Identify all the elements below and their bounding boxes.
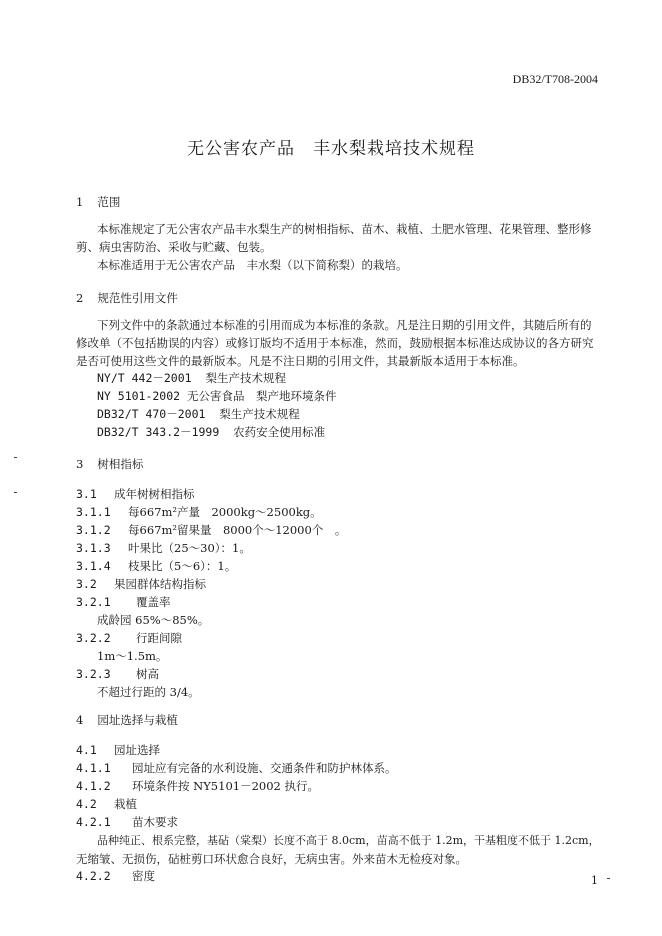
section-title: 树相指标 [97, 457, 144, 471]
document-title: 无公害农产品 丰水梨栽培技术规程 [187, 139, 475, 159]
clause [76, 630, 182, 646]
clause-text: 每667m²留果量 8000个～12000个 。 [128, 523, 347, 537]
clause-number: 3.2.3 [76, 667, 111, 681]
clause-number: 4.1.1 [76, 761, 111, 775]
clause [76, 576, 206, 592]
clause-text: 行距间隙 [136, 631, 182, 645]
clause-number: 4.2.1 [76, 815, 111, 829]
scan-speck [14, 457, 17, 458]
clause-text: 枝果比（5～6）：1。 [128, 559, 237, 573]
clause [76, 814, 178, 830]
reference-code: NY/T 442－2001 [97, 371, 192, 385]
reference-title: 梨生产技术规程 [205, 371, 286, 385]
clause [76, 486, 195, 502]
reference-item [97, 424, 325, 440]
section-number: 3 [76, 457, 84, 471]
section-4-heading [76, 712, 178, 728]
clause-number: 4.1 [76, 743, 97, 757]
paragraph-line: 本标准适用于无公害农产品 丰水梨（以下简称梨）的栽培。 [97, 258, 408, 272]
paragraph-line: 品种纯正、根系完整，基砧（棠梨）长度不高于 8.0cm，苗高不低于 1.2m，干基粗度不低于 1.2cm， [97, 834, 600, 847]
clause-text: 园址应有完备的水利设施、交通条件和防护林体系。 [132, 761, 397, 775]
reference-code: NY 5101-2002 [97, 389, 181, 403]
paragraph-line: 是否可使用这些文件的最新版本。凡是不注日期的引用文件，其最新版本适用于本标准。 [76, 354, 525, 368]
clause-text: 环境条件按 NY5101－2002 执行。 [132, 779, 319, 793]
clause-text: 每667m²产量 2000kg～2500kg。 [128, 505, 322, 519]
clause [76, 760, 397, 776]
clause-text: 叶果比（25～30）：1。 [128, 541, 251, 555]
clause-text: 果园群体结构指标 [114, 577, 206, 591]
clause-text: 栽植 [114, 797, 137, 811]
clause-number: 3.1 [76, 487, 97, 501]
section-title: 规范性引用文件 [97, 291, 178, 305]
clause-text: 园址选择 [114, 743, 160, 757]
clause-text: 成年树树相指标 [114, 487, 195, 501]
clause-text: 树高 [136, 667, 159, 681]
section-number: 2 [76, 291, 84, 305]
clause [76, 796, 137, 812]
section-2-heading [76, 290, 178, 306]
reference-title: 梨生产技术规程 [219, 407, 300, 421]
section-1-heading [76, 194, 120, 210]
clause [76, 868, 155, 884]
reference-code: DB32/T 470－2001 [97, 407, 206, 421]
clause [76, 666, 159, 682]
clause-number: 3.1.1 [76, 505, 111, 519]
section-title: 园址选择与栽植 [97, 713, 178, 727]
section-number: 1 [76, 195, 84, 209]
clause [76, 540, 251, 556]
clause-number: 3.1.2 [76, 523, 111, 537]
page-number: 1 [591, 874, 598, 887]
reference-item [97, 406, 300, 422]
section-title: 范围 [97, 195, 121, 209]
clause-number: 3.2 [76, 577, 97, 591]
reference-item [97, 388, 337, 404]
scan-speck [14, 492, 17, 493]
paragraph-line: 修改单（不包括勘误的内容）或修订版均不适用于本标准，然而，鼓励根据本标准达成协议的各方研究 [76, 336, 594, 350]
clause-body: 成龄园 65%～85%。 [97, 613, 210, 627]
clause [76, 742, 160, 758]
clause-body: 不超过行距的 3/4。 [97, 685, 200, 699]
clause-number: 4.2.2 [76, 869, 111, 883]
paragraph-line: 下列文件中的条款通过本标准的引用而成为本标准的条款。凡是注日期的引用文件，其随后所有的 [97, 318, 592, 332]
clause-number: 3.1.4 [76, 559, 111, 573]
paragraph-line: 本标准规定了无公害农产品丰水梨生产的树相指标、苗木、栽植、土肥水管理、花果管理、整形修 [97, 222, 592, 236]
reference-title: 无公害食品 梨产地环境条件 [187, 389, 337, 403]
clause-body: 1m～1.5m。 [97, 649, 168, 663]
document-code: DB32/T708-2004 [512, 72, 598, 86]
clause-text: 苗木要求 [132, 815, 178, 829]
reference-item [97, 370, 286, 386]
clause [76, 504, 322, 520]
clause-number: 3.1.3 [76, 541, 111, 555]
section-number: 4 [76, 713, 84, 727]
section-3-heading [76, 456, 143, 472]
clause-number: 3.2.2 [76, 631, 111, 645]
clause-number: 3.2.1 [76, 595, 111, 609]
clause-number: 4.1.2 [76, 779, 111, 793]
paragraph-line: 剪、病虫害防治、采收与贮藏、包装。 [76, 240, 272, 254]
clause [76, 522, 346, 538]
reference-title: 农药安全使用标准 [233, 425, 326, 439]
clause-text: 密度 [132, 869, 155, 883]
paragraph-line: 无缩皱、无损伤，砧桩剪口环状愈合良好，无病虫害。外来苗木无检疫对象。 [76, 852, 467, 866]
scan-speck [607, 878, 610, 879]
reference-code: DB32/T 343.2－1999 [97, 425, 220, 439]
clause [76, 558, 236, 574]
clause-number: 4.2 [76, 797, 97, 811]
clause [76, 594, 171, 610]
clause [76, 778, 319, 794]
clause-text: 覆盖率 [136, 595, 171, 609]
